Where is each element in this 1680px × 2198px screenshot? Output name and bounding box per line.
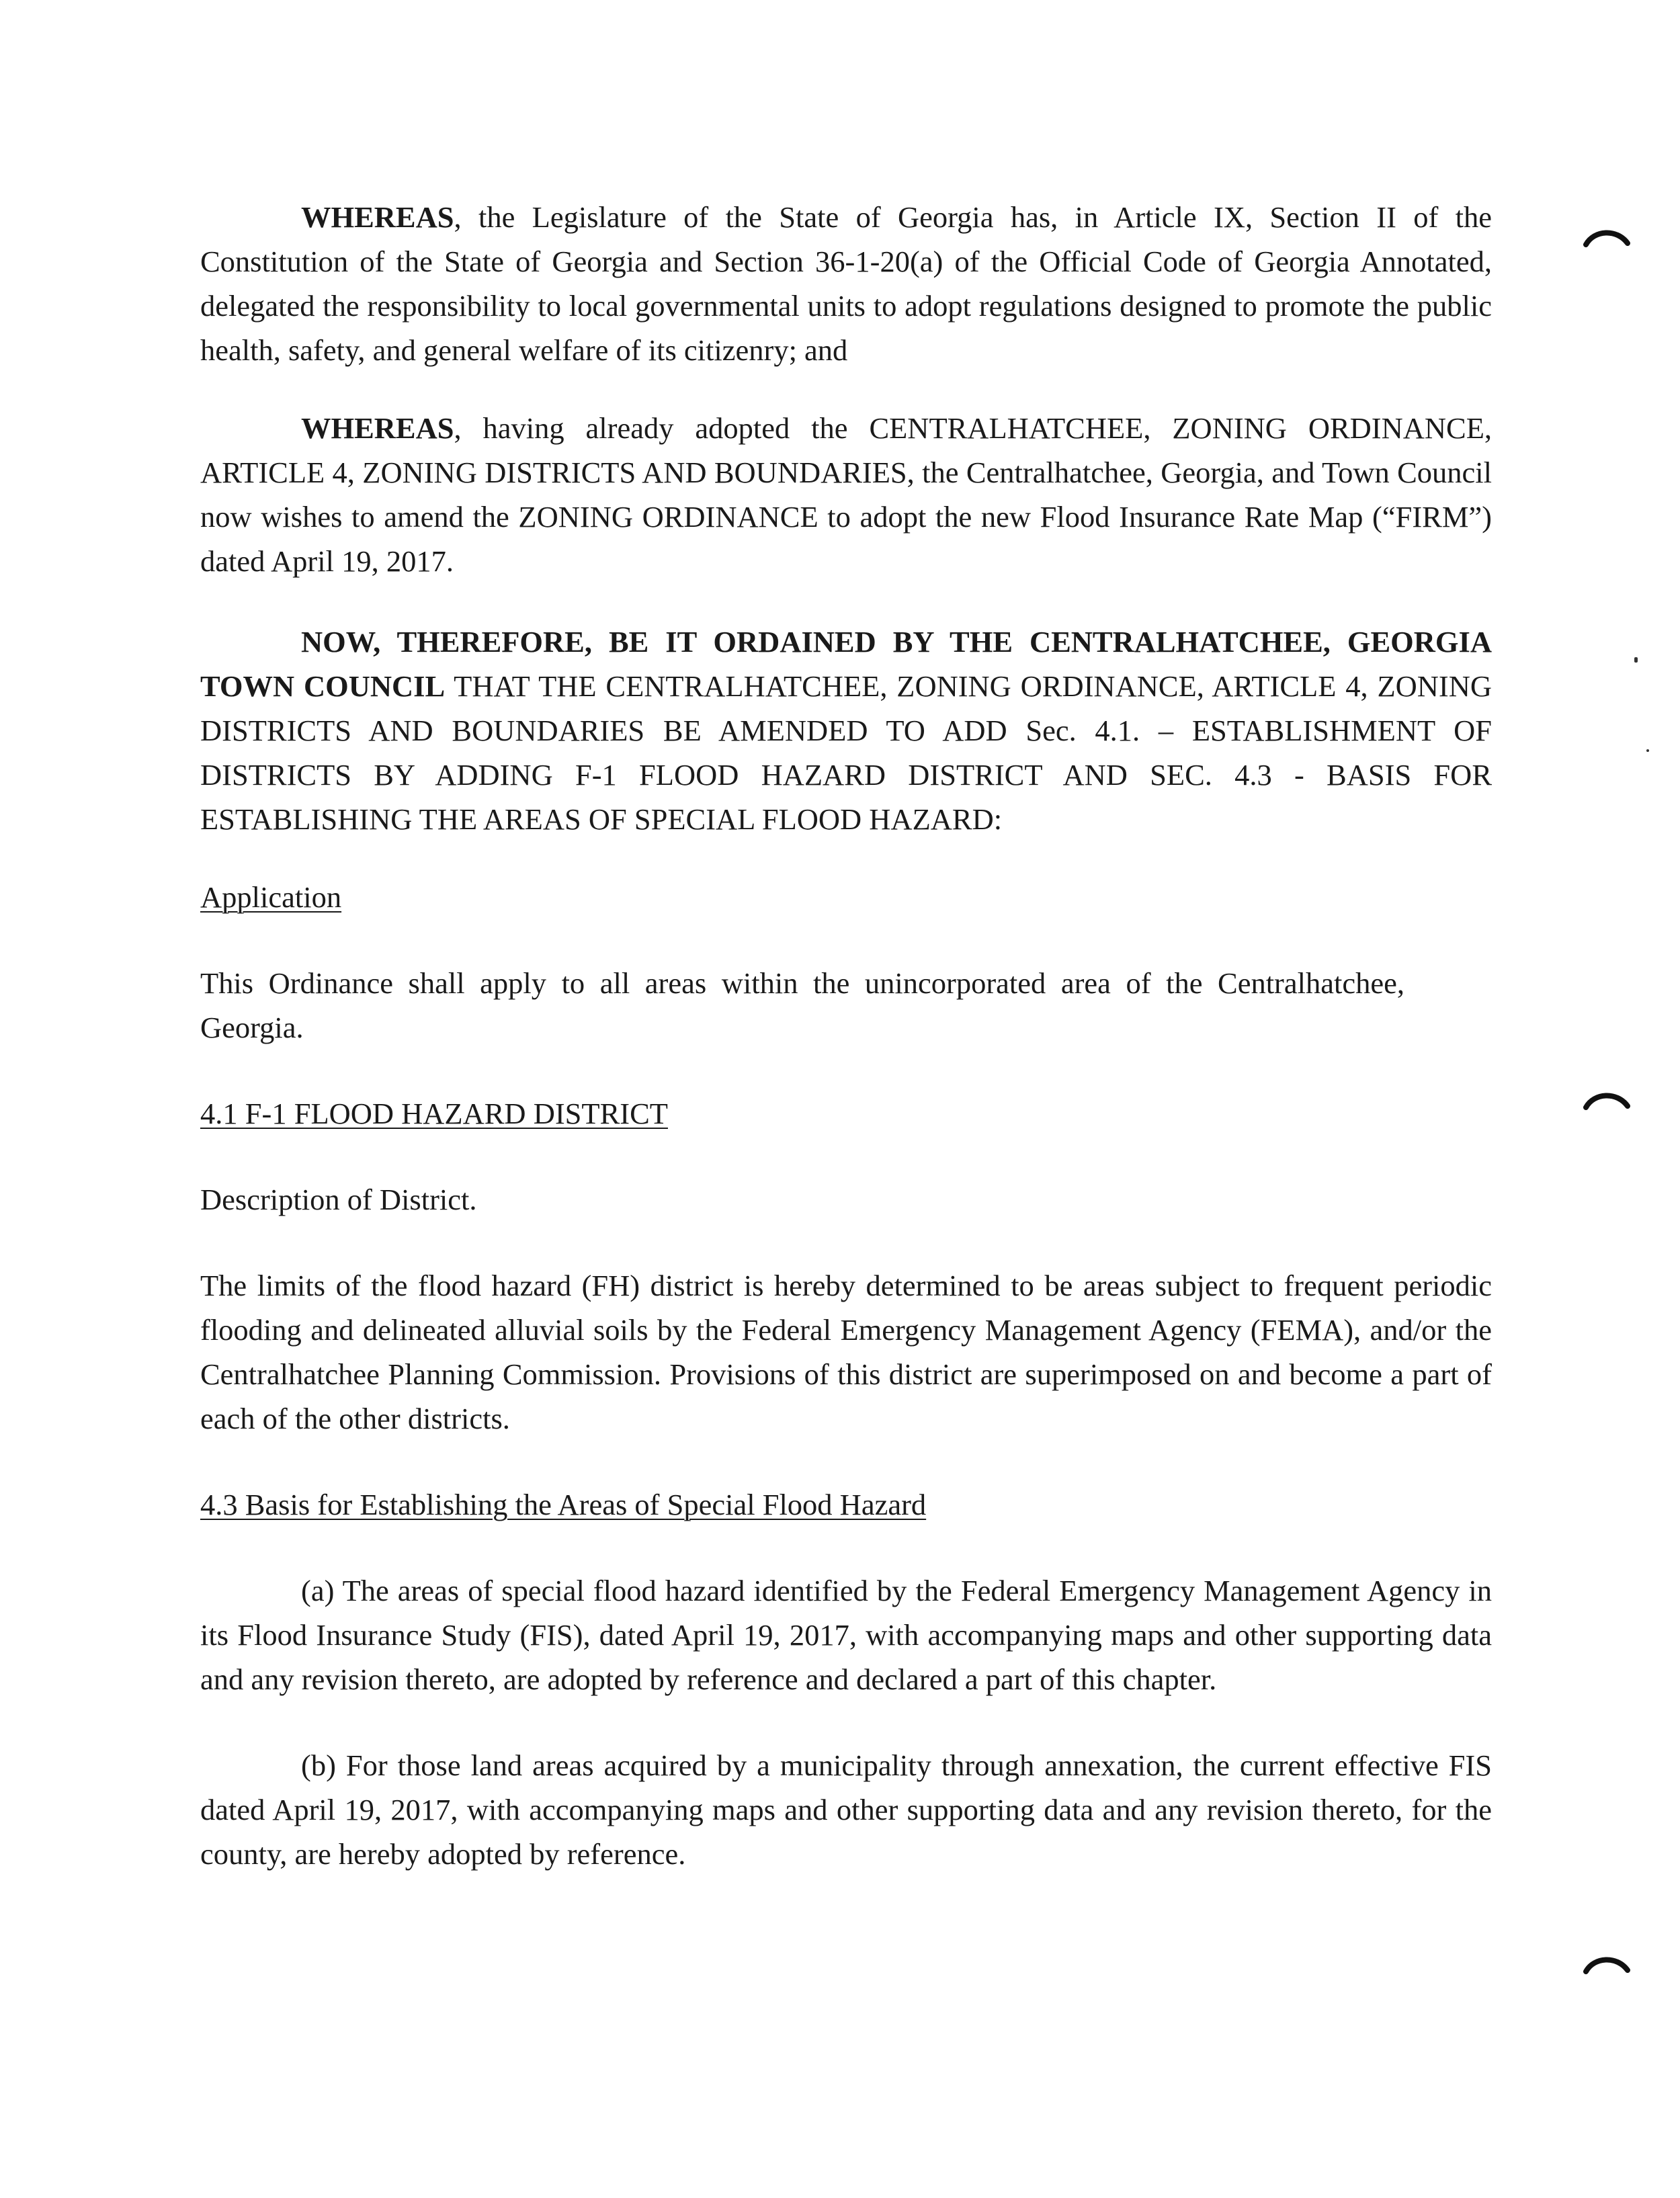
ordaining-paragraph — [200, 620, 1492, 841]
document-body — [200, 195, 1492, 1876]
district-limits-paragraph: The limits of the flood hazard (FH) district is hereby determined to be areas subject to frequent periodic flooding and delineated alluvial soils by the Federal Emergency Management Agency (FEMA), and/or the Centralhatchee Planning Commission. Provisions of this district are superimposed on and become a part of each of the other districts. — [200, 1269, 1492, 1435]
whereas-text: , the Legislature of the State of Georgia has, in Article IX, Section II of the Constitution of the State of Georgia and Section 36-1-20(a) of the Official Code of Georgia Annotated, delegated the responsibility to local governmental units to adopt regulations designed to promote the public health, safety, and general welfare of its citizenry; and — [200, 200, 1492, 367]
application-paragraph: This Ordinance shall apply to all areas within the unincorporated area of the Centralhatchee, Georgia. — [200, 966, 1404, 1044]
whereas-label: WHEREAS — [301, 411, 454, 445]
scan-speck — [1634, 657, 1638, 663]
subsection-a-paragraph: (a) The areas of special flood hazard identified by the Federal Emergency Management Agency in its Flood Insurance Study (FIS), dated April 19, 2017, with accompanying maps and other supporting data and any revision thereto, are adopted by reference and declared a part of this chapter. — [200, 1574, 1492, 1696]
ordaining-text: THAT THE CENTRALHATCHEE, ZONING ORDINANCE, ARTICLE 4, ZONING DISTRICTS AND BOUNDARIES BE AMENDED TO ADD Sec. 4.1. – ESTABLISHMENT OF DISTRICTS BY ADDING F-1 FLOOD HAZARD DISTRICT AND SEC. 4.3 - BASIS FOR ESTABLISHING THE AREAS OF SPECIAL FLOOD HAZARD: — [200, 669, 1492, 836]
binder-hole-mark — [1583, 1954, 1630, 1974]
whereas-label: WHEREAS — [301, 200, 454, 234]
whereas-paragraph-1 — [200, 195, 1492, 372]
binder-hole-mark — [1583, 1090, 1630, 1110]
scan-speck — [1646, 749, 1649, 752]
whereas-paragraph-2 — [200, 406, 1492, 583]
binder-hole-mark — [1583, 227, 1630, 247]
application-heading: Application — [200, 880, 342, 914]
ordaining-label: NOW, THEREFORE, BE IT ORDAINED BY THE CENTRALHATCHEE, GEORGIA TOWN COUNCIL — [200, 625, 1492, 703]
section-4-1-heading: 4.1 F-1 FLOOD HAZARD DISTRICT — [200, 1097, 668, 1130]
whereas-text: , having already adopted the CENTRALHATCHEE, ZONING ORDINANCE, ARTICLE 4, ZONING DISTRICTS AND BOUNDARIES, the Centralhatchee, Georgia, and Town Council now wishes to amend the ZONING ORDINANCE to adopt the new Flood Insurance Rate Map (“FIRM”) dated April 19, 2017. — [200, 411, 1492, 578]
section-4-3-heading: 4.3 Basis for Establishing the Areas of Special Flood Hazard — [200, 1488, 927, 1521]
subsection-b-paragraph: (b) For those land areas acquired by a municipality through annexation, the current effective FIS dated April 19, 2017, with accompanying maps and other supporting data and any revision thereto, for the county, are hereby adopted by reference. — [200, 1748, 1492, 1871]
description-label: Description of District. — [200, 1183, 477, 1216]
